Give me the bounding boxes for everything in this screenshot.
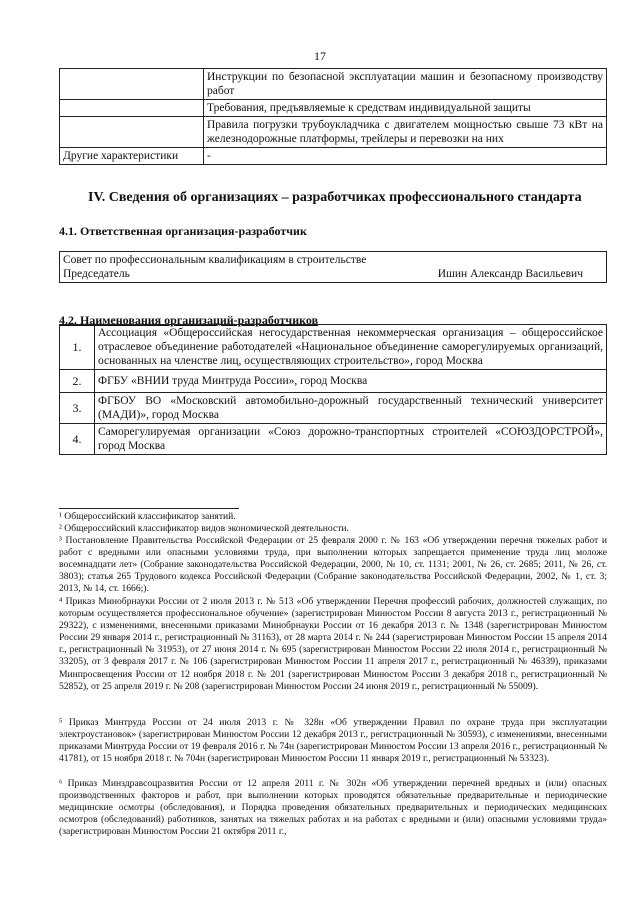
table-cell-label [60, 100, 204, 117]
table-row [60, 424, 607, 455]
table-row [60, 69, 607, 100]
footnote-3: ³ Постановление Правительства Российской Федерации от 25 февраля 2000 г. № 163 «Об утверждении перечня тяжелых работ и работ с вредными или опасными условиями труда, при выполнении которых запрещается применение труда лиц моложе восемнадцати лет» (Собрание законодательства Российской Федерации, 2000, № 10, ст. 1131; 2001, № 26, ст. 2685; 2011, № 26, ст. 3803); статья 265 Трудового кодекса Российской Федерации (Собрание законодательства Российской Федерации, 2002, № 1, ст. 3; 2013, № 14, ст. 1666;). [59, 535, 607, 595]
section-title: IV. Сведения об организациях – разработчиках профессионального стандарта [88, 190, 582, 205]
footnote-2: ² Общероссийский классификатор видов экономической деятельности. [59, 523, 349, 534]
footnote-divider [59, 508, 239, 509]
chairman-row [63, 267, 603, 281]
table-cell-label: Другие характеристики [60, 148, 204, 165]
table-cell-value: Правила погрузки трубоукладчика с двигателем мощностью свыше 73 кВт на железнодорожные платформы, трейлеры и перевозки на них [204, 117, 607, 148]
developer-orgs-table [59, 324, 607, 455]
table-row [60, 117, 607, 148]
org-name: ФГБУ «ВНИИ труда Минтруда России», город Москва [95, 370, 607, 393]
row-number: 3. [60, 393, 95, 424]
responsible-org-cell [60, 252, 607, 283]
table-cell-value: Инструкции по безопасной эксплуатации машин и безопасному производству работ [204, 69, 607, 100]
table-row [60, 325, 607, 370]
table-row [60, 370, 607, 393]
row-number: 1. [60, 325, 95, 370]
table-row [60, 100, 607, 117]
footnote-1: ¹ Общероссийский классификатор занятий. [59, 511, 236, 522]
footnote-4: ⁴ Приказ Минобрнауки России от 2 июля 2013 г. № 513 «Об утверждении Перечня профессий рабочих, должностей служащих, по которым осуществляется профессиональное обучение» (зарегистрирован Минюстом России 8 августа 2013 г., регистрационный № 29322), с изменениями, внесенными приказами Минобрнауки России от 16 декабря 2013 г. № 1348 (зарегистрирован Минюстом России 29 января 2014 г., регистрационный № 31163), от 28 марта 2014 г. № 244 (зарегистрирован Минюстом России 15 апреля 2014 г., регистрационный № 31953), от 27 июня 2014 г. № 695 (зарегистрирован Минюстом России 22 июля 2014 г., регистрационный № 33205), от 3 февраля 2017 г. № 106 (зарегистрирован Минюстом России 11 апреля 2017 г., регистрационный № 46339), приказами Минпросвещения России от 12 ноября 2018 г. № 201 (зарегистрирован Минюстом России 3 декабря 2018 г., регистрационный № 52852), от 25 апреля 2019 г. № 208 (зарегистрирован Минюстом России 24 июня 2019 г., регистрационный № 55009). [59, 596, 607, 692]
characteristics-table [59, 68, 607, 165]
table-row [60, 252, 607, 283]
responsible-org-name: Совет по профессиональным квалификациям в строительстве [63, 254, 367, 266]
org-name: Саморегулируемая организации «Союз дорожно-транспортных строителей «СОЮЗДОРСТРОЙ», город Москва [95, 424, 607, 455]
org-name: ФГБОУ ВО «Московский автомобильно-дорожный государственный технический университет (МАДИ)», город Москва [95, 393, 607, 424]
footnote-6: ⁶ Приказ Минздравсоцразвития России от 12 апреля 2011 г. № 302н «Об утверждении перечней вредных и (или) опасных производственных факторов и работ, при выполнении которых проводятся обязательные предварительные и периодические медицинские осмотры (обследования), и Порядка проведения обязательных предварительных и периодических медицинских осмотров (обследований) работников, занятых на тяжелых работах и на работах с вредными и (или) опасными условиями труда» (зарегистрирован Минюстом России 21 октября 2011 г., [59, 778, 607, 838]
row-number: 4. [60, 424, 95, 455]
table-row [60, 148, 607, 165]
footnote-5: ⁵ Приказ Минтруда России от 24 июля 2013 г. № 328н «Об утверждении Правил по охране труда при эксплуатации электроустановок» (зарегистрирован Минюстом России 12 декабря 2013 г., регистрационный № 30593), с изменениями, внесенными приказами Минтруда России от 19 февраля 2016 г. № 74н (зарегистрирован Минюстом России 13 апреля 2016 г., регистрационный № 41781), от 15 ноября 2018 г. № 704н (зарегистрирован Минюстом России 11 января 2019 г., регистрационный № 53323). [59, 717, 607, 765]
chairman-name: Ишин Александр Васильевич [437, 268, 583, 280]
row-number: 2. [60, 370, 95, 393]
table-row [60, 393, 607, 424]
org-name: Ассоциация «Общероссийская негосударственная некоммерческая организация – общероссийское отраслевое объединение работодателей «Национальное объединение саморегулируемых организаций, основанных на членстве лиц, осуществляющих строительство», город Москва [95, 325, 607, 370]
subsection-4-1-title: 4.1. Ответственная организация-разработчик [59, 224, 307, 238]
chairman-role: Председатель [63, 268, 130, 280]
table-cell-value: Требования, предъявляемые к средствам индивидуальной защиты [204, 100, 607, 117]
table-cell-label [60, 69, 204, 100]
responsible-org-table [59, 251, 607, 283]
table-cell-value: - [204, 148, 607, 165]
page-number: 17 [314, 49, 326, 63]
table-cell-label [60, 117, 204, 148]
subsection-4-2-title: 4.2. Наименования организаций-разработчиков [59, 313, 319, 327]
